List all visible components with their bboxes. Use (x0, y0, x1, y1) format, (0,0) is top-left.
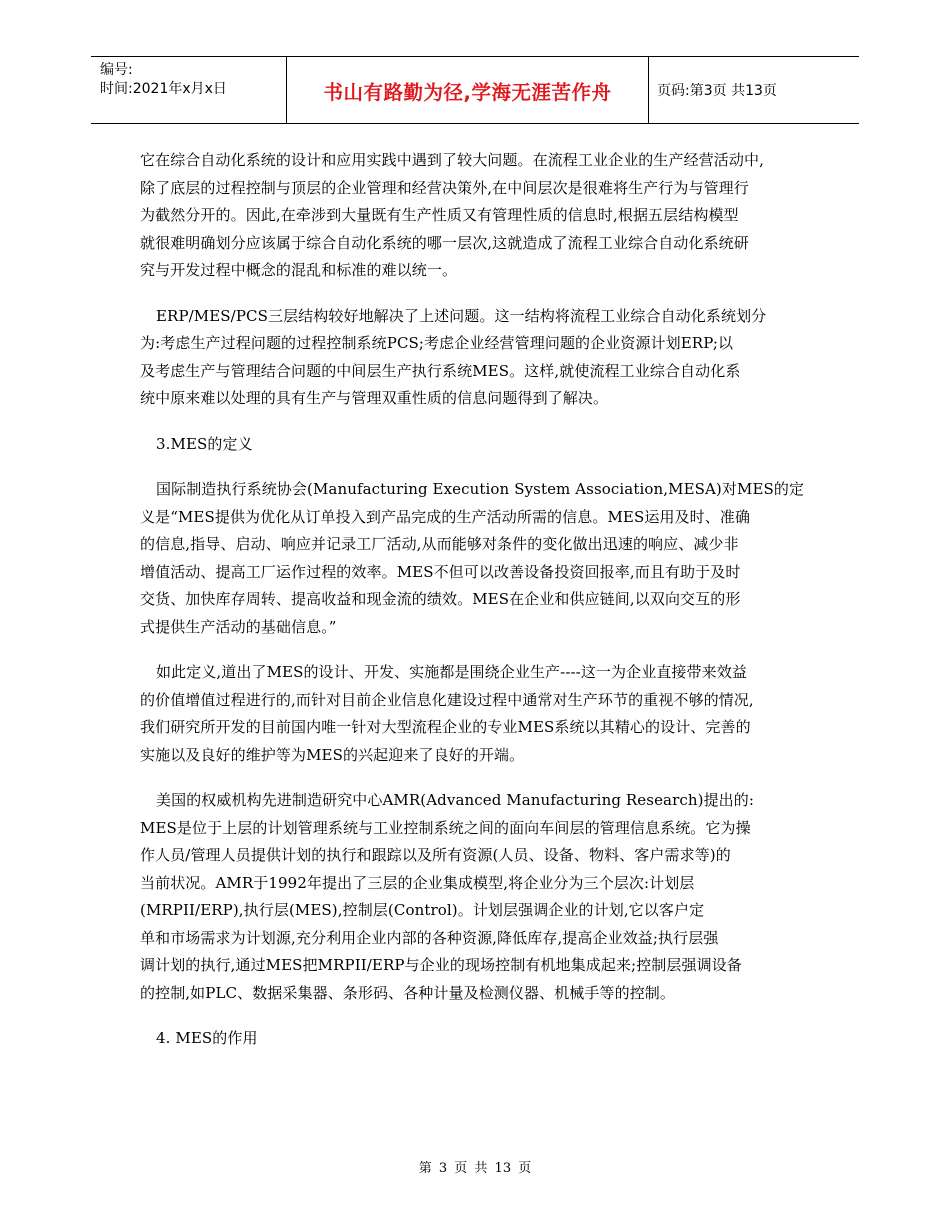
text-line: 作人员/管理人员提供计划的执行和跟踪以及所有资源(人员、设备、物料、客户需求等)的 (140, 846, 731, 864)
section-heading (140, 1025, 820, 1053)
text-line: 实施以及良好的维护等为MES的兴起迎来了良好的开端。 (140, 745, 525, 764)
text-line: 单和市场需求为计划源,充分利用企业内部的各种资源,降低库存,提高企业效益;执行层强 (140, 928, 719, 947)
paragraph (140, 476, 820, 641)
text-line: 义是“MES提供为优化从订单投入到产品完成的生产活动所需的信息。MES运用及时、准确 (140, 507, 751, 526)
text-line: 及考虑生产与管理结合问题的中间层生产执行系统MES。这样,就使流程工业综合自动化系 (140, 361, 741, 380)
document-body (140, 147, 820, 1053)
text-line: 究与开发过程中概念的混乱和标准的难以统一。 (140, 261, 458, 279)
paragraph (140, 659, 820, 769)
heading-line: 4. MES的作用 (156, 1029, 258, 1047)
section-heading (140, 431, 820, 459)
text-line: 就很难明确划分应该属于综合自动化系统的哪一层次,这就造成了流程工业综合自动化系统研 (140, 233, 749, 252)
page-footer: 第 3 页 共 13 页 (418, 1161, 532, 1176)
text-line: 交货、加快库存周转、提高收益和现金流的绩效。MES在企业和供应链间,以双向交互的形 (140, 590, 741, 608)
text-line: 如此定义,道出了MES的设计、开发、实施都是围绕企业生产----这一为企业直接带来效益 (156, 663, 747, 681)
text-line: 为截然分开的。因此,在牵涉到大量既有生产性质又有管理性质的信息时,根据五层结构模型 (140, 206, 739, 224)
paragraph (140, 147, 820, 285)
header-meta (100, 61, 227, 99)
text-line: 调计划的执行,通过MES把MRPII/ERP与企业的现场控制有机地集成起来;控制层强调设备 (140, 956, 742, 974)
text-line: 我们研究所开发的目前国内唯一针对大型流程企业的专业MES系统以其精心的设计、完善的 (140, 718, 751, 736)
text-line: MES是位于上层的计划管理系统与工业控制系统之间的面向车间层的管理信息系统。它为操 (140, 818, 751, 837)
time-label: 时间:2021年x月x日 (100, 81, 227, 97)
text-line: 美国的权威机构先进制造研究中心AMR(Advanced Manufacturing Research)提出的: (156, 791, 755, 809)
heading-line: 3.MES的定义 (156, 434, 253, 453)
text-line: 国际制造执行系统协会(Manufacturing Execution System Association,MESA)对MES的定 (156, 480, 805, 498)
text-line: ERP/MES/PCS三层结构较好地解决了上述问题。这一结构将流程工业综合自动化系统划分 (156, 306, 767, 325)
text-line: 它在综合自动化系统的设计和应用实践中遇到了较大问题。在流程工业企业的生产经营活动中, (140, 151, 764, 169)
header-motto: 书山有路勤为径,学海无涯苦作舟 (323, 81, 612, 104)
paragraph (140, 303, 820, 413)
text-line: 增值活动、提高工厂运作过程的效率。MES不但可以改善设备投资回报率,而且有助于及时 (140, 562, 741, 581)
header-page-info: 页码:第3页 共13页 (657, 83, 777, 99)
text-line: 统中原来难以处理的具有生产与管理双重性质的信息问题得到了解决。 (140, 389, 609, 407)
header-divider (648, 57, 649, 123)
paragraph (140, 787, 820, 1007)
text-line: 当前状况。AMR于1992年提出了三层的企业集成模型,将企业分为三个层次:计划层 (140, 873, 695, 892)
page-header (91, 56, 859, 124)
text-line: 为:考虑生产过程问题的过程控制系统PCS;考虑企业经营管理问题的企业资源计划ERP;以 (140, 334, 734, 352)
text-line: 除了底层的过程控制与顶层的企业管理和经营决策外,在中间层次是很难将生产行为与管理行 (140, 178, 749, 197)
text-line: (MRPII/ERP),执行层(MES),控制层(Control)。计划层强调企业的计划,它以客户定 (140, 901, 705, 919)
text-line: 式提供生产活动的基础信息。” (140, 617, 337, 636)
text-line: 的价值增值过程进行的,而针对目前企业信息化建设过程中通常对生产环节的重视不够的情况, (140, 690, 754, 709)
number-label: 编号: (100, 62, 133, 78)
text-line: 的信息,指导、启动、响应并记录工厂活动,从而能够对条件的变化做出迅速的响应、减少非 (140, 535, 739, 553)
text-line: 的控制,如PLC、数据采集器、条形码、各种计量及检测仪器、机械手等的控制。 (140, 983, 676, 1002)
